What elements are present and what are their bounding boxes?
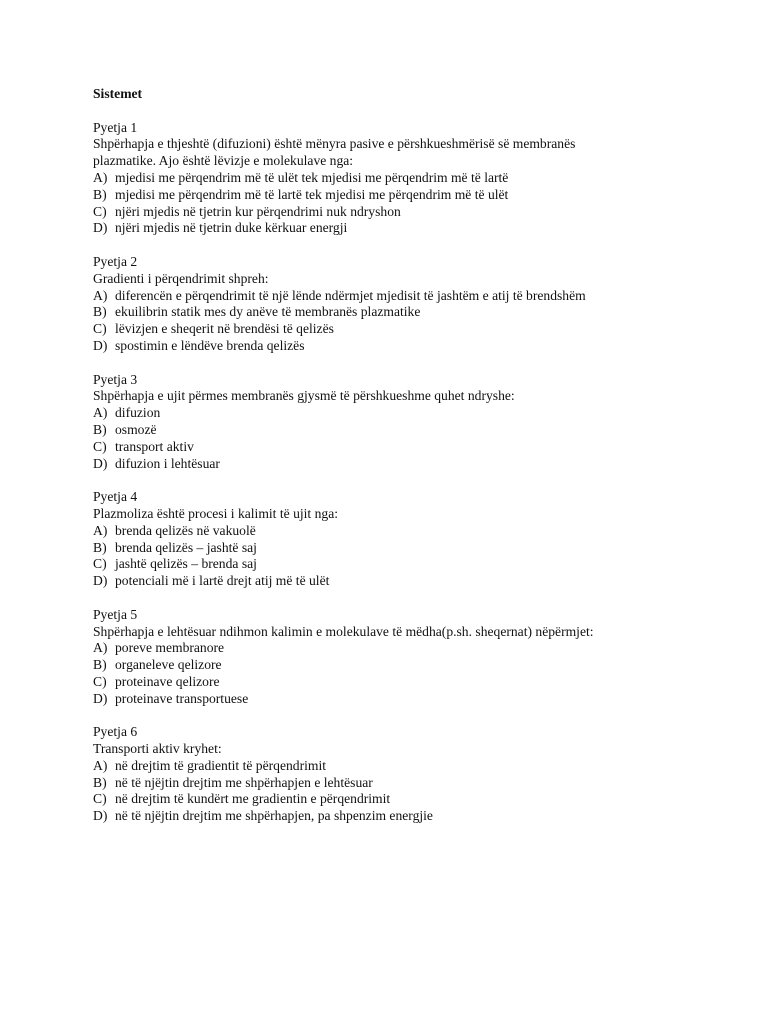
option-text: organeleve qelizore — [115, 657, 222, 673]
answer-option — [93, 573, 733, 590]
option-letter: C) — [93, 556, 107, 572]
question-2 — [93, 254, 733, 355]
question-label: Pyetja 3 — [93, 371, 138, 387]
option-text: difuzion — [115, 405, 161, 421]
document-title: Sistemet — [93, 86, 143, 101]
option-text: poreve membranore — [115, 640, 225, 656]
question-4 — [93, 489, 733, 590]
answer-option — [93, 187, 733, 204]
question-label: Pyetja 4 — [93, 489, 138, 505]
option-letter: A) — [93, 640, 108, 656]
option-text: në të njëjtin drejtim me shpërhapjen, pa shpenzim energjie — [115, 808, 433, 824]
option-letter: B) — [93, 304, 107, 320]
answer-option — [93, 288, 733, 305]
answer-option — [93, 422, 733, 439]
answer-option — [93, 758, 733, 775]
option-text: proteinave transportuese — [115, 690, 249, 706]
question-text: Gradienti i përqendrimit shpreh: — [93, 270, 269, 286]
option-text: difuzion i lehtësuar — [115, 455, 220, 471]
question-list — [93, 120, 733, 825]
question-6 — [93, 724, 733, 825]
option-letter: D) — [93, 690, 108, 706]
answer-option — [93, 808, 733, 825]
answer-option — [93, 170, 733, 187]
option-letter: B) — [93, 539, 107, 555]
question-5 — [93, 607, 733, 708]
option-text: spostimin e lëndëve brenda qelizës — [115, 337, 305, 353]
option-text: diferencën e përqendrimit të një lënde ndërmjet mjedisit të jashtëm e atij të brendshëm — [115, 287, 586, 303]
answer-option — [93, 657, 733, 674]
option-letter: B) — [93, 421, 107, 437]
question-label: Pyetja 5 — [93, 606, 138, 622]
question-text: Shpërhapja e ujit përmes membranës gjysmë të përshkueshme quhet ndryshe: — [93, 388, 515, 404]
answer-option — [93, 640, 733, 657]
option-letter: D) — [93, 808, 108, 824]
answer-option — [93, 556, 733, 573]
option-text: potenciali më i lartë drejt atij më të ulët — [115, 573, 330, 589]
option-text: në të njëjtin drejtim me shpërhapjen e lehtësuar — [115, 774, 373, 790]
answer-option — [93, 439, 733, 456]
option-letter: C) — [93, 673, 107, 689]
question-text: Plazmoliza është procesi i kalimit të ujit nga: — [93, 505, 338, 521]
option-text: mjedisi me përqendrim më të lartë tek mjedisi me përqendrim më të ulët — [115, 186, 509, 202]
question-label: Pyetja 1 — [93, 119, 138, 135]
option-text: brenda qelizës në vakuolë — [115, 522, 256, 538]
option-letter: D) — [93, 455, 108, 471]
question-text: Shpërhapja e thjeshtë (difuzioni) është mënyra pasive e përshkueshmërisë së membranës — [93, 136, 576, 152]
option-letter: A) — [93, 405, 108, 421]
answer-option — [93, 321, 733, 338]
option-text: brenda qelizës – jashtë saj — [115, 539, 257, 555]
answer-option — [93, 523, 733, 540]
question-text: plazmatike. Ajo është lëvizje e molekulave nga: — [93, 153, 354, 169]
option-letter: B) — [93, 186, 107, 202]
option-text: njëri mjedis në tjetrin duke kërkuar energji — [115, 220, 348, 236]
answer-option — [93, 691, 733, 708]
option-letter: C) — [93, 791, 107, 807]
answer-option — [93, 540, 733, 557]
answer-option — [93, 204, 733, 221]
question-text: Shpërhapja e lehtësuar ndihmon kalimin e molekulave të mëdha(p.sh. sheqernat) nëpërmjet: — [93, 623, 594, 639]
question-1 — [93, 120, 733, 238]
option-letter: C) — [93, 321, 107, 337]
option-text: jashtë qelizës – brenda saj — [115, 556, 257, 572]
question-label: Pyetja 2 — [93, 253, 138, 269]
question-label: Pyetja 6 — [93, 724, 138, 740]
document-page — [93, 86, 733, 842]
answer-option — [93, 791, 733, 808]
option-text: ekuilibrin statik mes dy anëve të membranës plazmatike — [115, 304, 421, 320]
option-text: lëvizjen e sheqerit në brendësi të qelizës — [115, 321, 334, 337]
answer-option — [93, 220, 733, 237]
option-letter: D) — [93, 573, 108, 589]
answer-option — [93, 456, 733, 473]
option-letter: A) — [93, 757, 108, 773]
option-letter: D) — [93, 337, 108, 353]
option-letter: A) — [93, 287, 108, 303]
option-text: transport aktiv — [115, 438, 194, 454]
option-letter: B) — [93, 657, 107, 673]
option-text: proteinave qelizore — [115, 673, 220, 689]
option-text: osmozë — [115, 421, 157, 437]
answer-option — [93, 775, 733, 792]
option-letter: A) — [93, 169, 108, 185]
option-letter: C) — [93, 203, 107, 219]
option-text: njëri mjedis në tjetrin kur përqendrimi nuk ndryshon — [115, 203, 401, 219]
option-letter: D) — [93, 220, 108, 236]
option-text: mjedisi me përqendrim më të ulët tek mjedisi me përqendrim më të lartë — [115, 169, 509, 185]
answer-option — [93, 674, 733, 691]
answer-option — [93, 405, 733, 422]
option-letter: B) — [93, 774, 107, 790]
option-letter: A) — [93, 522, 108, 538]
option-letter: C) — [93, 438, 107, 454]
answer-option — [93, 304, 733, 321]
option-text: në drejtim të kundërt me gradientin e përqendrimit — [115, 791, 391, 807]
answer-option — [93, 338, 733, 355]
question-text: Transporti aktiv kryhet: — [93, 741, 222, 757]
option-text: në drejtim të gradientit të përqendrimit — [115, 757, 327, 773]
question-3 — [93, 372, 733, 473]
